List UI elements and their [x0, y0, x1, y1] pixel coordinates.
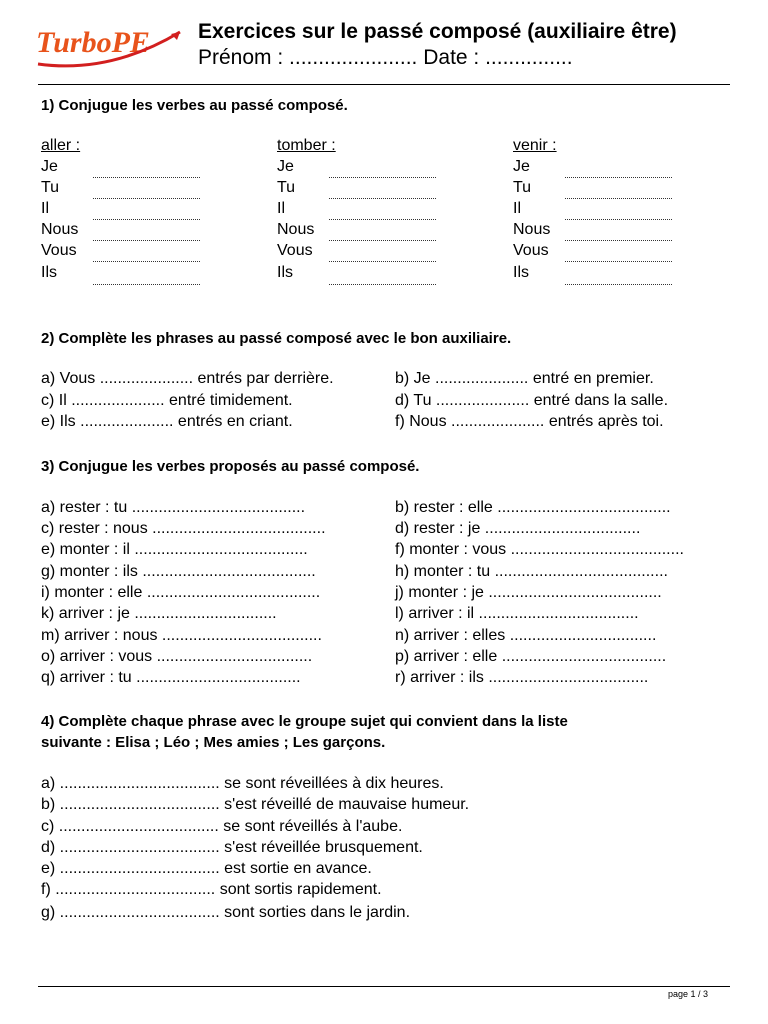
ex4-heading-line2: suivante : Elisa ; Léo ; Mes amies ; Les garçons.: [41, 734, 386, 751]
ex3-item[interactable]: e) monter : il .......................................: [41, 541, 308, 558]
pronoun: Nous: [277, 221, 315, 238]
ex3-item[interactable]: a) rester : tu .......................................: [41, 499, 306, 516]
pronoun: Nous: [41, 221, 79, 238]
page-title: Exercices sur le passé composé (auxiliaire être): [198, 20, 677, 43]
ex4-item[interactable]: c) .................................... se sont réveillés à l'aube.: [41, 818, 403, 835]
verb-label: tomber :: [277, 137, 336, 154]
ex4-item[interactable]: e) .................................... est sortie en avance.: [41, 860, 372, 877]
answer-dotted-line[interactable]: [93, 177, 200, 178]
ex2-item[interactable]: e) Ils ..................... entrés en criant.: [41, 413, 293, 430]
answer-dotted-line[interactable]: [565, 240, 672, 241]
page-number: page 1 / 3: [667, 989, 708, 999]
pronoun: Je: [41, 158, 58, 175]
pronoun: Nous: [513, 221, 551, 238]
ex3-item[interactable]: p) arriver : elle .....................................: [395, 648, 667, 665]
answer-dotted-line[interactable]: [565, 198, 672, 199]
answer-dotted-line[interactable]: [329, 198, 436, 199]
pronoun: Ils: [277, 264, 293, 281]
ex3-item[interactable]: k) arriver : je ................................: [41, 605, 277, 622]
answer-dotted-line[interactable]: [93, 240, 200, 241]
verb-label: venir :: [513, 137, 557, 154]
pronoun: Vous: [513, 242, 549, 259]
verb-label: aller :: [41, 137, 81, 154]
turbope-logo: [30, 22, 190, 72]
answer-dotted-line[interactable]: [565, 219, 672, 220]
pronoun: Tu: [41, 179, 60, 196]
header-divider: [38, 84, 730, 85]
pronoun: Vous: [277, 242, 313, 259]
ex2-item[interactable]: f) Nous ..................... entrés après toi.: [395, 413, 664, 430]
ex4-item[interactable]: a) .................................... se sont réveillées à dix heures.: [41, 775, 444, 792]
ex2-item[interactable]: a) Vous ..................... entrés par derrière.: [41, 370, 334, 387]
ex3-item[interactable]: i) monter : elle .......................................: [41, 584, 321, 601]
ex2-item[interactable]: b) Je ..................... entré en premier.: [395, 370, 654, 387]
answer-dotted-line[interactable]: [93, 261, 200, 262]
pronoun: Il: [277, 200, 285, 217]
pronoun: Je: [513, 158, 530, 175]
pronoun: Ils: [41, 264, 57, 281]
ex3-item[interactable]: h) monter : tu .......................................: [395, 563, 668, 580]
name-date-line: Prénom : ...................... Date : ...............: [198, 46, 573, 69]
ex3-item[interactable]: b) rester : elle .......................................: [395, 499, 671, 516]
ex3-item[interactable]: g) monter : ils .......................................: [41, 563, 316, 580]
answer-dotted-line[interactable]: [329, 177, 436, 178]
ex3-item[interactable]: d) rester : je ...................................: [395, 520, 641, 537]
ex3-item[interactable]: n) arriver : elles .................................: [395, 627, 657, 644]
ex3-item[interactable]: r) arriver : ils ....................................: [395, 669, 649, 686]
ex4-item[interactable]: f) .................................... sont sortis rapidement.: [41, 881, 382, 898]
answer-dotted-line[interactable]: [565, 284, 672, 285]
ex2-item[interactable]: c) Il ..................... entré timidement.: [41, 392, 293, 409]
footer-divider: [38, 986, 730, 987]
pronoun: Je: [277, 158, 294, 175]
pronoun: Tu: [277, 179, 296, 196]
ex3-item[interactable]: m) arriver : nous ....................................: [41, 627, 322, 644]
pronoun: Il: [513, 200, 521, 217]
ex3-item[interactable]: c) rester : nous .......................................: [41, 520, 326, 537]
pronoun: Tu: [513, 179, 532, 196]
ex3-item[interactable]: q) arriver : tu .....................................: [41, 669, 301, 686]
answer-dotted-line[interactable]: [329, 284, 436, 285]
answer-dotted-line[interactable]: [93, 198, 200, 199]
ex4-item[interactable]: g) .................................... sont sorties dans le jardin.: [41, 904, 411, 921]
ex3-item[interactable]: f) monter : vous .......................................: [395, 541, 684, 558]
answer-dotted-line[interactable]: [565, 177, 672, 178]
logo-swoosh-icon: [30, 22, 190, 72]
answer-dotted-line[interactable]: [329, 219, 436, 220]
ex4-heading-line1: 4) Complète chaque phrase avec le groupe sujet qui convient dans la liste: [41, 713, 568, 730]
answer-dotted-line[interactable]: [329, 240, 436, 241]
ex3-item[interactable]: j) monter : je .......................................: [395, 584, 662, 601]
ex2-item[interactable]: d) Tu ..................... entré dans la salle.: [395, 392, 669, 409]
ex3-heading: 3) Conjugue les verbes proposés au passé composé.: [41, 458, 420, 475]
logo-text: TurboPE: [36, 26, 150, 59]
pronoun: Vous: [41, 242, 77, 259]
ex4-item[interactable]: d) .................................... s'est réveillée brusquement.: [41, 839, 423, 856]
answer-dotted-line[interactable]: [329, 261, 436, 262]
ex4-item[interactable]: b) .................................... s'est réveillé de mauvaise humeur.: [41, 796, 470, 813]
pronoun: Il: [41, 200, 49, 217]
pronoun: Ils: [513, 264, 529, 281]
ex1-heading: 1) Conjugue les verbes au passé composé.: [41, 97, 348, 114]
answer-dotted-line[interactable]: [93, 284, 200, 285]
ex2-heading: 2) Complète les phrases au passé composé avec le bon auxiliaire.: [41, 330, 512, 347]
ex3-item[interactable]: l) arriver : il ....................................: [395, 605, 639, 622]
ex3-item[interactable]: o) arriver : vous ...................................: [41, 648, 313, 665]
answer-dotted-line[interactable]: [93, 219, 200, 220]
answer-dotted-line[interactable]: [565, 261, 672, 262]
